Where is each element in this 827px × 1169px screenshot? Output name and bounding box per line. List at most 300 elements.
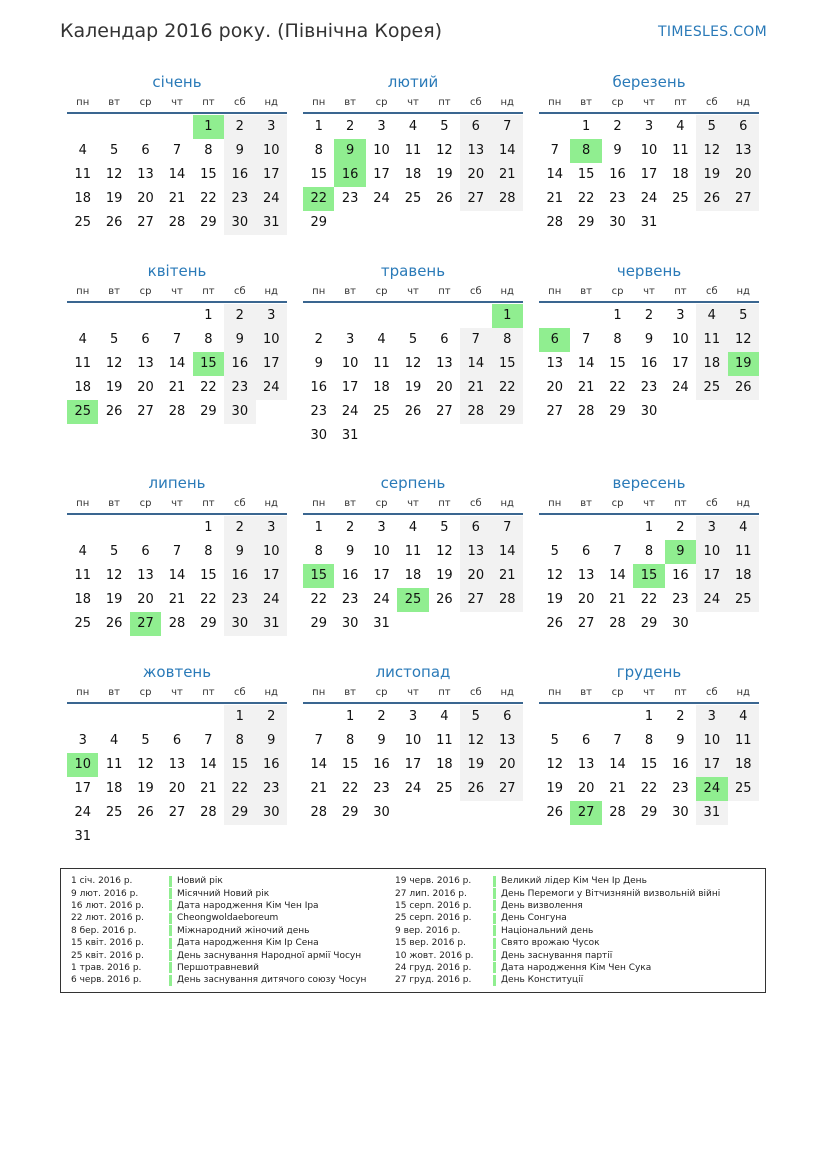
- day-cell: 17: [672, 356, 689, 371]
- weekend-day: 26: [696, 187, 727, 211]
- day-cell: 20: [137, 592, 154, 607]
- holiday-marker-icon: [493, 900, 496, 911]
- legend-row: [71, 912, 366, 924]
- day-cell: 18: [74, 380, 91, 395]
- day-cell: 8: [314, 143, 323, 158]
- day-cell: 16: [672, 757, 689, 772]
- holiday-day: 6: [539, 328, 570, 352]
- day-cell: 5: [550, 733, 559, 748]
- day-cell: 29: [310, 616, 327, 631]
- weekday-label: пт: [438, 498, 451, 509]
- day-cell: 8: [644, 544, 654, 559]
- day-cell: 22: [640, 781, 658, 796]
- weekday-header: [539, 686, 759, 704]
- weekend-day: 3: [256, 304, 287, 328]
- day-cell: 7: [172, 332, 182, 347]
- day-cell: 7: [550, 143, 559, 158]
- month-name: травень: [380, 262, 446, 280]
- day-cell: 19: [105, 380, 123, 395]
- empty-cell: [570, 516, 601, 540]
- day-cell: 11: [74, 356, 91, 371]
- empty-cell: [570, 705, 601, 729]
- month-name: січень: [152, 73, 202, 91]
- weekday-label: сб: [705, 286, 718, 297]
- weekday-label: пт: [202, 286, 215, 297]
- day-cell: 22: [200, 380, 217, 395]
- weekday-label: пт: [438, 97, 451, 108]
- week-row: [303, 753, 523, 777]
- day-cell: 5: [550, 544, 559, 559]
- day-cell: 18: [105, 781, 123, 796]
- day-cell: 4: [377, 332, 386, 347]
- day-cell: 13: [137, 568, 154, 583]
- weekday-label: вт: [580, 286, 592, 297]
- week-row: [67, 777, 287, 801]
- day-cell: 1: [644, 709, 654, 724]
- weekend-day: 30: [256, 801, 287, 825]
- weekday-label: сб: [469, 498, 482, 509]
- holiday-name: Cheongwoldaeboreum: [177, 913, 279, 924]
- holiday-day: 15: [193, 352, 224, 376]
- holiday-date: 15 вер. 2016 р.: [395, 938, 466, 949]
- day-cell: 31: [373, 616, 390, 631]
- weekday-label: пн: [76, 97, 90, 108]
- weekday-label: ср: [611, 97, 624, 108]
- day-cell: 19: [404, 380, 422, 395]
- weekend-day: 16: [224, 564, 255, 588]
- day-cell: 3: [345, 332, 355, 347]
- empty-cell: [429, 612, 460, 636]
- empty-cell: [98, 516, 129, 540]
- weekday-label: чт: [643, 687, 655, 698]
- week-row: [303, 516, 523, 540]
- day-cell: 24: [373, 592, 390, 607]
- holiday-name: День Конституції: [501, 975, 584, 986]
- weekend-day: 10: [256, 540, 287, 564]
- weekend-day: 26: [728, 376, 759, 400]
- weekday-label: чт: [407, 498, 419, 509]
- day-cell: 19: [546, 781, 563, 796]
- month-name: червень: [616, 262, 682, 280]
- weekend-day: 16: [224, 352, 255, 376]
- week-row: [303, 163, 523, 187]
- day-cell: 29: [341, 805, 359, 820]
- day-cell: 7: [314, 733, 323, 748]
- day-cell: 17: [373, 167, 390, 182]
- weekday-label: ср: [375, 97, 388, 108]
- week-row: [303, 777, 523, 801]
- day-cell: 29: [640, 616, 658, 631]
- empty-cell: [492, 424, 523, 448]
- weekend-day: 25: [696, 376, 727, 400]
- week-row: [67, 328, 287, 352]
- holiday-date: 10 жовт. 2016 р.: [395, 950, 474, 961]
- legend-row: [395, 875, 720, 887]
- weekend-day: 28: [492, 187, 523, 211]
- day-cell: 18: [404, 167, 422, 182]
- week-row: [303, 588, 523, 612]
- day-cell: 19: [436, 568, 453, 583]
- empty-cell: [728, 801, 759, 825]
- day-cell: 1: [345, 709, 355, 724]
- weekday-label: чт: [171, 498, 183, 509]
- weekday-label: нд: [264, 687, 278, 698]
- month-3: [539, 72, 759, 235]
- day-cell: 1: [314, 119, 323, 134]
- week-row: [303, 424, 523, 448]
- day-cell: 18: [436, 757, 453, 772]
- month-4: [67, 261, 287, 424]
- day-cell: 24: [404, 781, 422, 796]
- holiday-day: 25: [397, 588, 428, 612]
- day-cell: 4: [408, 119, 418, 134]
- month-name: листопад: [375, 663, 451, 681]
- day-cell: 18: [373, 380, 390, 395]
- holiday-marker-icon: [169, 925, 172, 936]
- day-cell: 24: [341, 404, 359, 419]
- brand-logo-text[interactable]: TIMESLES.COM: [658, 24, 767, 40]
- day-cell: 29: [609, 404, 626, 419]
- day-cell: 20: [577, 781, 595, 796]
- day-cell: 18: [74, 592, 91, 607]
- weekend-day: 22: [224, 777, 255, 801]
- day-cell: 18: [672, 167, 689, 182]
- holiday-name: Першотравневий: [177, 962, 259, 973]
- empty-cell: [193, 825, 224, 849]
- weekend-day: 27: [460, 588, 491, 612]
- legend-row: [395, 974, 720, 986]
- weekend-day: 19: [696, 163, 727, 187]
- weekend-day: 22: [492, 376, 523, 400]
- weekend-day: 25: [728, 777, 759, 801]
- day-cell: 30: [310, 428, 327, 443]
- day-cell: 26: [546, 616, 563, 631]
- day-cell: 5: [109, 544, 119, 559]
- day-cell: 28: [609, 805, 626, 820]
- day-cell: 11: [74, 167, 91, 182]
- weekend-day: 20: [728, 163, 759, 187]
- day-cell: 14: [609, 757, 626, 772]
- weekday-label: пн: [312, 498, 326, 509]
- empty-cell: [397, 801, 428, 825]
- day-cell: 20: [546, 380, 563, 395]
- week-row: [67, 115, 287, 139]
- day-cell: 10: [373, 143, 390, 158]
- day-cell: 23: [672, 592, 689, 607]
- empty-cell: [161, 115, 192, 139]
- day-cell: 3: [644, 119, 654, 134]
- holiday-date: 15 квіт. 2016 р.: [71, 938, 144, 949]
- holiday-name: Національний день: [501, 925, 594, 936]
- day-cell: 17: [341, 380, 359, 395]
- day-cell: 13: [577, 568, 595, 583]
- weekday-label: чт: [643, 498, 655, 509]
- weekend-day: 27: [492, 777, 523, 801]
- day-cell: 19: [436, 167, 453, 182]
- week-row: [67, 801, 287, 825]
- weekend-day: 30: [224, 612, 255, 636]
- empty-cell: [492, 211, 523, 235]
- weekday-label: нд: [500, 97, 514, 108]
- empty-cell: [161, 516, 192, 540]
- weekend-day: 13: [460, 540, 491, 564]
- day-cell: 23: [373, 781, 390, 796]
- weekend-day: 31: [256, 211, 287, 235]
- empty-cell: [460, 612, 491, 636]
- day-cell: 5: [440, 520, 449, 535]
- month-name: березень: [612, 73, 686, 91]
- day-cell: 6: [581, 733, 591, 748]
- weekend-day: 14: [460, 352, 491, 376]
- weekday-label: пт: [674, 97, 687, 108]
- weekday-label: нд: [736, 97, 750, 108]
- weekend-day: 24: [696, 588, 727, 612]
- day-cell: 8: [345, 733, 355, 748]
- weekend-day: 2: [224, 115, 255, 139]
- weekend-day: 18: [696, 352, 727, 376]
- empty-cell: [256, 400, 287, 424]
- holiday-day: 27: [570, 801, 601, 825]
- weekend-day: 24: [256, 588, 287, 612]
- holiday-marker-icon: [493, 950, 496, 961]
- empty-cell: [67, 304, 98, 328]
- holiday-day: 25: [67, 400, 98, 424]
- empty-cell: [303, 304, 334, 328]
- day-cell: 4: [78, 143, 87, 158]
- week-row: [539, 211, 759, 235]
- holiday-marker-icon: [169, 876, 172, 887]
- day-cell: 19: [105, 191, 123, 206]
- empty-cell: [460, 801, 491, 825]
- weekend-day: 3: [256, 115, 287, 139]
- week-row: [303, 540, 523, 564]
- weekday-label: пн: [312, 687, 326, 698]
- holiday-name: Новий рік: [177, 876, 223, 887]
- empty-cell: [67, 115, 98, 139]
- day-cell: 10: [404, 733, 422, 748]
- day-cell: 27: [546, 404, 563, 419]
- day-cell: 4: [78, 332, 87, 347]
- weekday-header: [303, 686, 523, 704]
- weekday-header: [67, 497, 287, 515]
- weekend-day: 10: [256, 139, 287, 163]
- day-cell: 14: [546, 167, 563, 182]
- weekend-day: 15: [492, 352, 523, 376]
- week-row: [539, 304, 759, 328]
- weekday-label: нд: [500, 498, 514, 509]
- weekend-day: 6: [460, 516, 491, 540]
- day-cell: 27: [137, 215, 154, 230]
- day-cell: 24: [672, 380, 689, 395]
- week-row: [539, 588, 759, 612]
- day-cell: 9: [345, 544, 355, 559]
- month-name: грудень: [616, 663, 682, 681]
- weekend-day: 23: [256, 777, 287, 801]
- day-cell: 7: [581, 332, 591, 347]
- weekend-day: 19: [460, 753, 491, 777]
- empty-cell: [728, 211, 759, 235]
- month-9: [539, 473, 759, 636]
- day-cell: 21: [168, 592, 186, 607]
- weekend-day: 25: [728, 588, 759, 612]
- weekday-label: сб: [233, 286, 246, 297]
- weekday-label: чт: [407, 687, 419, 698]
- day-cell: 3: [377, 520, 386, 535]
- empty-cell: [397, 424, 428, 448]
- day-cell: 19: [137, 781, 154, 796]
- week-row: [303, 705, 523, 729]
- weekday-label: сб: [705, 97, 718, 108]
- weekday-label: сб: [233, 97, 246, 108]
- day-cell: 26: [105, 616, 123, 631]
- weekend-day: 27: [460, 187, 491, 211]
- weekend-day: 11: [728, 540, 759, 564]
- weekend-day: 21: [492, 564, 523, 588]
- empty-cell: [728, 400, 759, 424]
- legend-column-right: [395, 875, 720, 987]
- weekday-label: пн: [548, 498, 562, 509]
- month-name: лютий: [387, 73, 439, 91]
- weekend-day: 12: [460, 729, 491, 753]
- weekday-label: сб: [233, 687, 246, 698]
- weekday-header: [67, 686, 287, 704]
- day-cell: 4: [408, 520, 418, 535]
- weekend-day: 14: [492, 139, 523, 163]
- empty-cell: [161, 304, 192, 328]
- holiday-marker-icon: [493, 975, 496, 986]
- weekday-label: пн: [548, 97, 562, 108]
- day-cell: 28: [168, 616, 186, 631]
- weekend-day: 5: [696, 115, 727, 139]
- day-cell: 20: [577, 592, 595, 607]
- day-cell: 10: [640, 143, 658, 158]
- day-cell: 28: [310, 805, 327, 820]
- day-cell: 2: [676, 520, 685, 535]
- weekday-label: пт: [202, 687, 215, 698]
- weekday-label: пт: [202, 97, 215, 108]
- weekend-day: 11: [696, 328, 727, 352]
- holiday-day: 10: [67, 753, 98, 777]
- weekday-header: [539, 497, 759, 515]
- weekend-day: 28: [460, 400, 491, 424]
- empty-cell: [570, 304, 601, 328]
- day-cell: 1: [644, 520, 654, 535]
- empty-cell: [130, 705, 161, 729]
- weekend-day: 13: [460, 139, 491, 163]
- holiday-day: 15: [633, 564, 664, 588]
- weekday-label: чт: [171, 97, 183, 108]
- weekday-label: чт: [643, 97, 655, 108]
- week-row: [303, 400, 523, 424]
- empty-cell: [539, 304, 570, 328]
- day-cell: 17: [640, 167, 658, 182]
- holiday-day: 1: [193, 115, 224, 139]
- empty-cell: [492, 801, 523, 825]
- day-cell: 11: [404, 143, 422, 158]
- empty-cell: [256, 825, 287, 849]
- holiday-day: 19: [728, 352, 759, 376]
- day-cell: 15: [310, 167, 327, 182]
- weekend-day: 21: [460, 376, 491, 400]
- day-cell: 22: [200, 592, 217, 607]
- day-cell: 27: [137, 404, 154, 419]
- weekend-day: 24: [256, 376, 287, 400]
- weekday-label: сб: [469, 687, 482, 698]
- weekday-label: пт: [202, 498, 215, 509]
- holiday-date: 25 квіт. 2016 р.: [71, 950, 144, 961]
- empty-cell: [130, 115, 161, 139]
- holiday-name: Дата народження Кім Ір Сена: [177, 938, 319, 949]
- day-cell: 11: [105, 757, 123, 772]
- month-name: серпень: [380, 474, 446, 492]
- day-cell: 4: [676, 119, 685, 134]
- empty-cell: [460, 211, 491, 235]
- week-row: [303, 328, 523, 352]
- day-cell: 21: [609, 781, 626, 796]
- weekday-label: ср: [139, 687, 152, 698]
- day-cell: 12: [436, 143, 453, 158]
- holiday-name: День заснування партії: [501, 950, 613, 961]
- day-cell: 23: [341, 191, 359, 206]
- holiday-marker-icon: [493, 962, 496, 973]
- day-cell: 9: [644, 332, 654, 347]
- weekday-header: [539, 285, 759, 303]
- day-cell: 22: [609, 380, 626, 395]
- day-cell: 16: [672, 568, 689, 583]
- weekend-day: 14: [492, 540, 523, 564]
- day-cell: 22: [310, 592, 327, 607]
- weekend-day: 29: [224, 801, 255, 825]
- day-cell: 9: [613, 143, 622, 158]
- day-cell: 1: [613, 308, 622, 323]
- page-title: Календар 2016 року. (Північна Корея): [60, 20, 443, 42]
- weekend-day: 17: [256, 564, 287, 588]
- week-row: [67, 163, 287, 187]
- weekend-day: 6: [728, 115, 759, 139]
- holiday-date: 25 серп. 2016 р.: [395, 913, 472, 924]
- weekend-day: 24: [256, 187, 287, 211]
- weekday-label: ср: [375, 687, 388, 698]
- day-cell: 27: [168, 805, 186, 820]
- weekday-label: пт: [674, 687, 687, 698]
- weekend-day: 20: [492, 753, 523, 777]
- day-cell: 11: [404, 544, 422, 559]
- week-row: [67, 400, 287, 424]
- day-cell: 27: [577, 616, 595, 631]
- holiday-date: 9 вер. 2016 р.: [395, 925, 461, 936]
- holiday-marker-icon: [493, 938, 496, 949]
- day-cell: 12: [105, 356, 123, 371]
- empty-cell: [429, 424, 460, 448]
- weekend-day: 26: [460, 777, 491, 801]
- day-cell: 16: [373, 757, 390, 772]
- weekend-day: 15: [224, 753, 255, 777]
- weekend-day: 2: [224, 516, 255, 540]
- day-cell: 25: [404, 191, 422, 206]
- holiday-date: 16 лют. 2016 р.: [71, 900, 144, 911]
- day-cell: 14: [168, 167, 186, 182]
- day-cell: 23: [341, 592, 359, 607]
- day-cell: 23: [640, 380, 658, 395]
- holiday-marker-icon: [169, 913, 172, 924]
- weekday-label: вт: [108, 286, 120, 297]
- day-cell: 26: [105, 404, 123, 419]
- weekend-day: 2: [256, 705, 287, 729]
- day-cell: 25: [105, 805, 123, 820]
- day-cell: 2: [676, 709, 685, 724]
- day-cell: 7: [613, 544, 622, 559]
- weekend-day: 17: [696, 564, 727, 588]
